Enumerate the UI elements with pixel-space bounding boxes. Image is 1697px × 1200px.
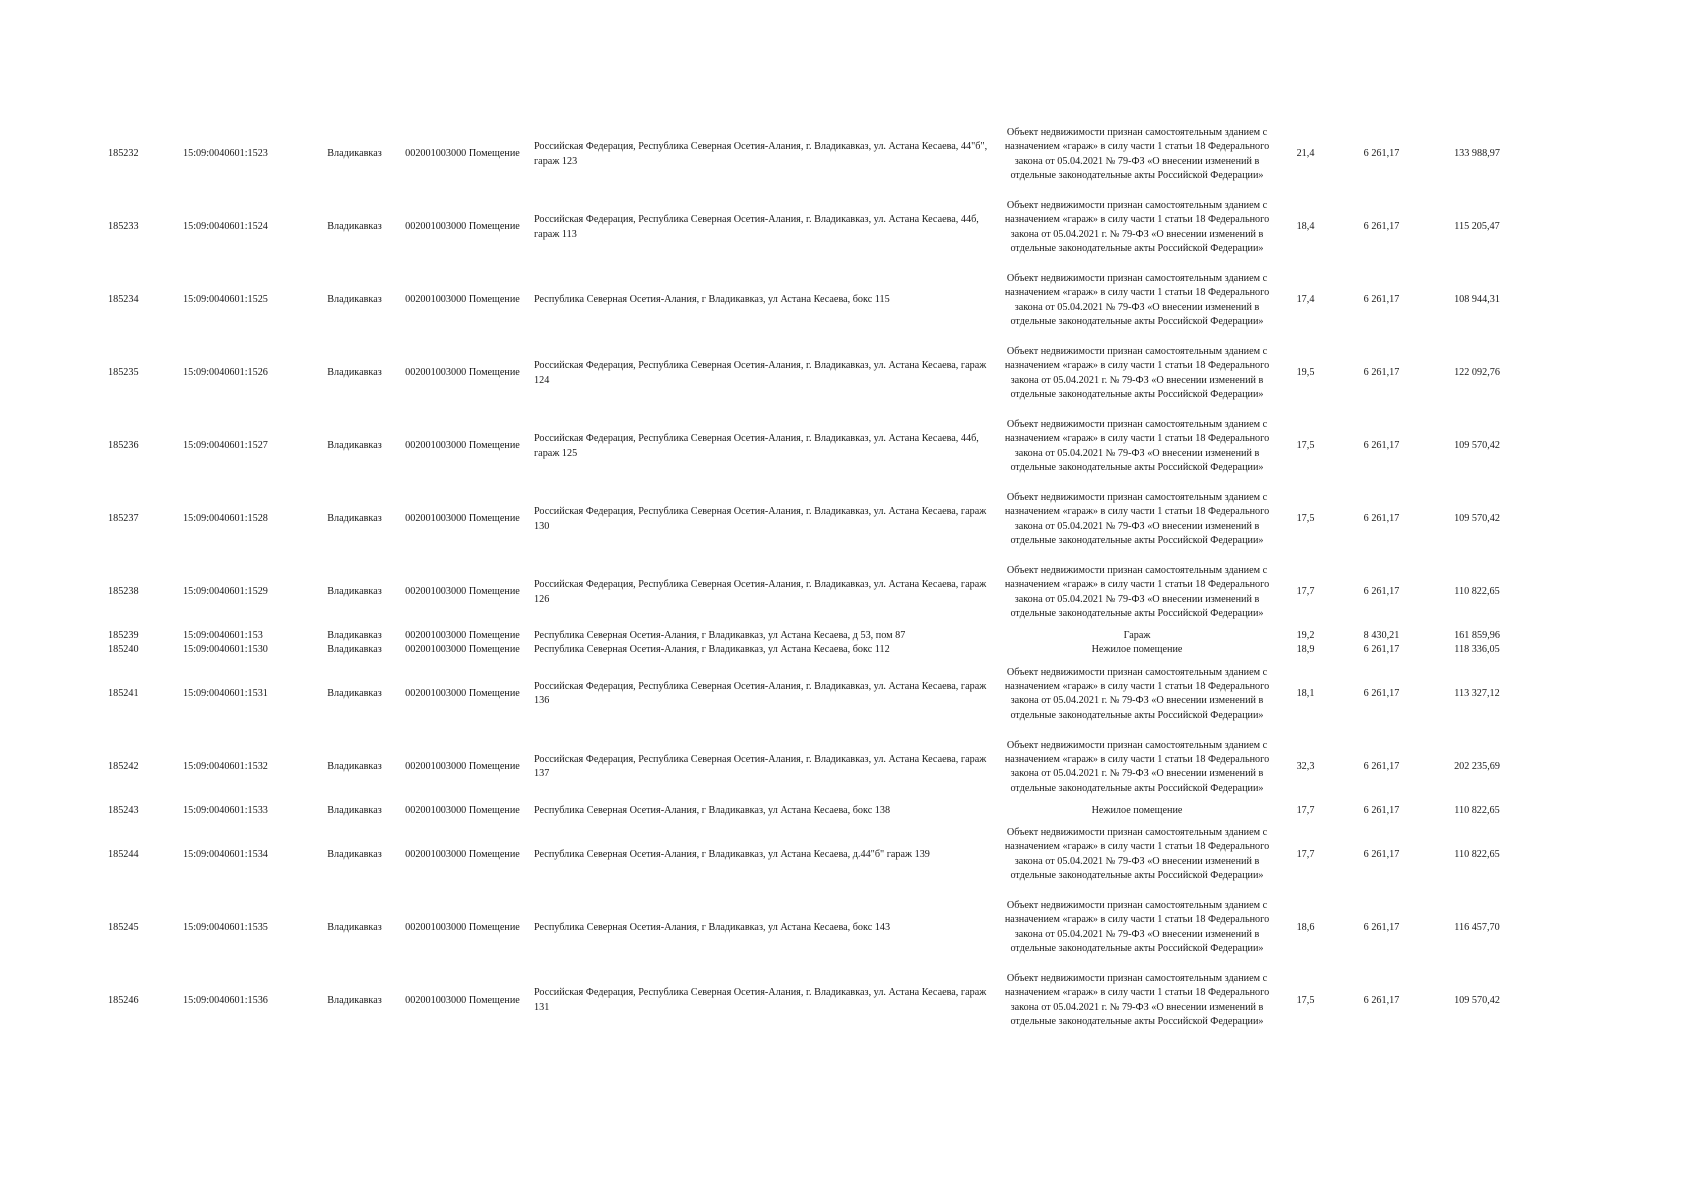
cadastral-number-cell: 15:09:0040601:1534 <box>183 848 268 860</box>
area-cell: 17,7 <box>1296 848 1315 860</box>
row-number-cell: 185243 <box>108 804 139 816</box>
row-number-cell: 185245 <box>108 921 139 933</box>
table-row <box>108 483 1525 556</box>
area-cell: 21,4 <box>1296 148 1315 160</box>
row-number-cell: 185232 <box>108 148 139 160</box>
cadastral-number-cell: 15:09:0040601:1527 <box>183 440 268 452</box>
table-row <box>108 264 1525 337</box>
table-row <box>108 118 1525 191</box>
cadastral-cost-cell: 108 944,31 <box>1454 294 1500 306</box>
object-type-cell: 002001003000 Помещение <box>405 921 520 933</box>
cadastral-cost-cell: 161 859,96 <box>1454 630 1500 641</box>
city-cell: Владикавказ <box>327 367 382 379</box>
table-row <box>108 191 1525 264</box>
note-cell: Объект недвижимости признан самостоятельным зданием с назначением «гараж» в силу части 1 статьи 18 Федерального закона от 05.04.2021 № 79-ФЗ «О внесении изменений в отдельные законодательные акты Российской Федерации» <box>1004 272 1270 327</box>
cadastral-number-cell: 15:09:0040601:1529 <box>183 586 268 598</box>
note-cell: Гараж <box>1123 630 1151 641</box>
note-cell: Нежилое помещение <box>1091 804 1183 816</box>
address-cell: Российская Федерация, Республика Северная Осетия-Алания, г. Владикавказ, ул. Астана Кесаева, гараж 124 <box>534 360 987 386</box>
area-cell: 32,3 <box>1296 761 1315 773</box>
cadastral-cost-cell: 118 336,05 <box>1454 644 1500 656</box>
address-cell: Российская Федерация, Республика Северная Осетия-Алания, г. Владикавказ, ул. Астана Кесаева, 44"б", гараж 123 <box>534 141 988 167</box>
note-cell: Объект недвижимости признан самостоятельным зданием с назначением «гараж» в силу части 1 статьи 18 Федерального закона от 05.04.2021 г. № 79-ФЗ «О внесении изменений в отдельные законодательные акты Российской Федерации» <box>1004 739 1270 794</box>
cadastral-cost-cell: 113 327,12 <box>1454 688 1500 700</box>
object-type-cell: 002001003000 Помещение <box>405 148 520 160</box>
row-number-cell: 185244 <box>108 848 139 860</box>
area-cell: 17,7 <box>1296 586 1315 598</box>
address-cell: Республика Северная Осетия-Алания, г Владикавказ, ул Астана Кесаева, бокс 115 <box>534 294 890 306</box>
object-type-cell: 002001003000 Помещение <box>405 586 520 598</box>
city-cell: Владикавказ <box>327 644 382 656</box>
area-cell: 17,4 <box>1296 294 1315 306</box>
table-row <box>108 337 1525 410</box>
table-row <box>108 410 1525 483</box>
object-type-cell: 002001003000 Помещение <box>405 294 520 306</box>
address-cell: Российская Федерация, Республика Северная Осетия-Алания, г. Владикавказ, ул. Астана Кесаева, гараж 130 <box>534 506 987 532</box>
specific-cost-cell: 6 261,17 <box>1363 644 1400 656</box>
specific-cost-cell: 6 261,17 <box>1363 688 1400 700</box>
area-cell: 18,9 <box>1296 644 1315 656</box>
row-number-cell: 185233 <box>108 221 139 233</box>
row-number-cell: 185242 <box>108 761 139 773</box>
cadastral-cost-cell: 115 205,47 <box>1454 221 1500 233</box>
cadastral-number-cell: 15:09:0040601:153 <box>183 630 263 641</box>
note-cell: Объект недвижимости признан самостоятельным зданием с назначением «гараж» в силу части 1 статьи 18 Федерального закона от 05.04.2021 г. № 79-ФЗ «О внесении изменений в отдельные законодательные акты Российской Федерации» <box>1004 199 1270 254</box>
registry-table <box>108 118 1525 1037</box>
note-cell: Объект недвижимости признан самостоятельным зданием с назначением «гараж» в силу части 1 статьи 18 Федерального закона от 05.04.2021 № 79-ФЗ «О внесении изменений в отдельные законодательные акты Российской Федерации» <box>1004 418 1270 473</box>
cadastral-cost-cell: 202 235,69 <box>1454 761 1500 773</box>
area-cell: 19,2 <box>1296 630 1315 641</box>
city-cell: Владикавказ <box>327 804 382 816</box>
area-cell: 18,6 <box>1296 921 1315 933</box>
row-number-cell: 185237 <box>108 513 139 525</box>
city-cell: Владикавказ <box>327 630 382 641</box>
object-type-cell: 002001003000 Помещение <box>405 804 520 816</box>
note-cell: Объект недвижимости признан самостоятельным зданием с назначением «гараж» в силу части 1 статьи 18 Федерального закона от 05.04.2021 № 79-ФЗ «О внесении изменений в отдельные законодательные акты Российской Федерации» <box>1004 826 1270 882</box>
address-cell: Республика Северная Осетия-Алания, г Владикавказ, ул Астана Кесаева, бокс 138 <box>534 804 891 816</box>
specific-cost-cell: 6 261,17 <box>1363 921 1400 933</box>
cadastral-cost-cell: 109 570,42 <box>1454 994 1500 1006</box>
object-type-cell: 002001003000 Помещение <box>405 644 520 656</box>
address-cell: Российская Федерация, Республика Северная Осетия-Алания, г. Владикавказ, ул. Астана Кесаева, 44б, гараж 113 <box>534 214 979 240</box>
object-type-cell: 002001003000 Помещение <box>405 367 520 379</box>
row-number-cell: 185234 <box>108 294 139 306</box>
city-cell: Владикавказ <box>327 294 382 306</box>
note-cell: Объект недвижимости признан самостоятельным зданием с назначением «гараж» в силу части 1 статьи 18 Федерального закона от 05.04.2021 № 79-ФЗ «О внесении изменений в отдельные законодательные акты Российской Федерации» <box>1004 491 1270 546</box>
address-cell: Российская Федерация, Республика Северная Осетия-Алания, г. Владикавказ, ул. Астана Кесаева, 44б, гараж 125 <box>534 433 979 459</box>
city-cell: Владикавказ <box>327 848 382 860</box>
address-cell: Российская Федерация, Республика Северная Осетия-Алания, г. Владикавказ, ул. Астана Кесаева, гараж 136 <box>534 680 987 707</box>
table-row <box>108 731 1525 804</box>
note-cell: Объект недвижимости признан самостоятельным зданием с назначением «гараж» в силу части 1 статьи 18 Федерального закона от 05.04.2021 г. № 79-ФЗ «О внесении изменений в отдельные законодательные акты Российской Федерации» <box>1004 345 1270 400</box>
table-row <box>108 891 1525 964</box>
city-cell: Владикавказ <box>327 221 382 233</box>
specific-cost-cell: 6 261,17 <box>1363 848 1400 860</box>
cadastral-cost-cell: 110 822,65 <box>1454 804 1500 816</box>
area-cell: 17,5 <box>1296 994 1315 1006</box>
area-cell: 17,7 <box>1296 804 1315 816</box>
area-cell: 17,5 <box>1296 440 1315 452</box>
specific-cost-cell: 6 261,17 <box>1363 221 1400 233</box>
cadastral-cost-cell: 109 570,42 <box>1454 440 1500 452</box>
cadastral-number-cell: 15:09:0040601:1523 <box>183 148 268 160</box>
note-cell: Нежилое помещение <box>1091 644 1183 656</box>
note-cell: Объект недвижимости признан самостоятельным зданием с назначением «гараж» в силу части 1 статьи 18 Федерального закона от 05.04.2021 № 79-ФЗ «О внесении изменений в отдельные законодательные акты Российской Федерации» <box>1004 126 1270 181</box>
cadastral-cost-cell: 110 822,65 <box>1454 848 1500 860</box>
specific-cost-cell: 6 261,17 <box>1363 440 1400 452</box>
table-row <box>108 629 1525 643</box>
cadastral-number-cell: 15:09:0040601:1525 <box>183 294 268 306</box>
cadastral-number-cell: 15:09:0040601:1535 <box>183 921 268 933</box>
cadastral-number-cell: 15:09:0040601:1528 <box>183 513 268 525</box>
cadastral-cost-cell: 110 822,65 <box>1454 586 1500 598</box>
city-cell: Владикавказ <box>327 921 382 933</box>
city-cell: Владикавказ <box>327 586 382 598</box>
cadastral-number-cell: 15:09:0040601:1524 <box>183 221 268 233</box>
object-type-cell: 002001003000 Помещение <box>405 513 520 525</box>
address-cell: Республика Северная Осетия-Алания, г Владикавказ, ул Астана Кесаева, д 53, пом 87 <box>534 630 906 641</box>
city-cell: Владикавказ <box>327 688 382 700</box>
object-type-cell: 002001003000 Помещение <box>405 994 520 1006</box>
address-cell: Российская Федерация, Республика Северная Осетия-Алания, г. Владикавказ, ул. Астана Кесаева, гараж 131 <box>534 987 987 1013</box>
city-cell: Владикавказ <box>327 440 382 452</box>
note-cell: Объект недвижимости признан самостоятельным зданием с назначением «гараж» в силу части 1 статьи 18 Федерального закона от 05.04.2021 г. № 79-ФЗ «О внесении изменений в отдельные законодательные акты Российской Федерации» <box>1004 666 1270 721</box>
cadastral-number-cell: 15:09:0040601:1532 <box>183 761 268 773</box>
city-cell: Владикавказ <box>327 148 382 160</box>
specific-cost-cell: 6 261,17 <box>1363 994 1400 1006</box>
row-number-cell: 185240 <box>108 644 139 656</box>
note-cell: Объект недвижимости признан самостоятельным зданием с назначением «гараж» в силу части 1 статьи 18 Федерального закона от 05.04.2021 № 79-ФЗ «О внесении изменений в отдельные законодательные акты Российской Федерации» <box>1004 564 1270 619</box>
address-cell: Республика Северная Осетия-Алания, г Владикавказ, ул Астана Кесаева, д.44"б" гараж 139 <box>534 848 930 860</box>
specific-cost-cell: 6 261,17 <box>1363 148 1400 160</box>
city-cell: Владикавказ <box>327 761 382 773</box>
cadastral-cost-cell: 133 988,97 <box>1454 148 1500 160</box>
object-type-cell: 002001003000 Помещение <box>405 221 520 233</box>
city-cell: Владикавказ <box>327 994 382 1006</box>
row-number-cell: 185239 <box>108 630 139 641</box>
object-type-cell: 002001003000 Помещение <box>405 630 520 641</box>
address-cell: Республика Северная Осетия-Алания, г Владикавказ, ул Астана Кесаева, бокс 112 <box>534 644 890 656</box>
note-cell: Объект недвижимости признан самостоятельным зданием с назначением «гараж» в силу части 1 статьи 18 Федерального закона от 05.04.2021 г. № 79-ФЗ «О внесении изменений в отдельные законодательные акты Российской Федерации» <box>1004 972 1270 1028</box>
specific-cost-cell: 6 261,17 <box>1363 294 1400 306</box>
address-cell: Российская Федерация, Республика Северная Осетия-Алания, г. Владикавказ, ул. Астана Кесаева, гараж 137 <box>534 753 987 780</box>
cadastral-number-cell: 15:09:0040601:1531 <box>183 688 268 700</box>
cadastral-number-cell: 15:09:0040601:1530 <box>183 644 268 656</box>
specific-cost-cell: 8 430,21 <box>1363 630 1400 641</box>
row-number-cell: 185241 <box>108 688 139 700</box>
city-cell: Владикавказ <box>327 513 382 525</box>
specific-cost-cell: 6 261,17 <box>1363 804 1400 816</box>
row-number-cell: 185235 <box>108 367 139 379</box>
area-cell: 19,5 <box>1296 367 1315 379</box>
table-row <box>108 658 1525 731</box>
address-cell: Российская Федерация, Республика Северная Осетия-Алания, г. Владикавказ, ул. Астана Кесаева, гараж 126 <box>534 579 987 605</box>
cadastral-number-cell: 15:09:0040601:1533 <box>183 804 268 816</box>
row-number-cell: 185236 <box>108 440 139 452</box>
object-type-cell: 002001003000 Помещение <box>405 761 520 773</box>
object-type-cell: 002001003000 Помещение <box>405 848 520 860</box>
address-cell: Республика Северная Осетия-Алания, г Владикавказ, ул Астана Кесаева, бокс 143 <box>534 921 891 933</box>
specific-cost-cell: 6 261,17 <box>1363 586 1400 598</box>
cadastral-cost-cell: 116 457,70 <box>1454 921 1500 933</box>
table-row <box>108 964 1525 1037</box>
table-row <box>108 804 1525 818</box>
table-row <box>108 643 1525 657</box>
specific-cost-cell: 6 261,17 <box>1363 761 1400 773</box>
area-cell: 18,4 <box>1296 221 1315 233</box>
object-type-cell: 002001003000 Помещение <box>405 688 520 700</box>
cadastral-number-cell: 15:09:0040601:1536 <box>183 994 268 1006</box>
cadastral-cost-cell: 122 092,76 <box>1454 367 1500 379</box>
cadastral-number-cell: 15:09:0040601:1526 <box>183 367 268 379</box>
table-row <box>108 818 1525 891</box>
area-cell: 18,1 <box>1296 688 1315 700</box>
specific-cost-cell: 6 261,17 <box>1363 513 1400 525</box>
specific-cost-cell: 6 261,17 <box>1363 367 1400 379</box>
note-cell: Объект недвижимости признан самостоятельным зданием с назначением «гараж» в силу части 1 статьи 18 Федерального закона от 05.04.2021 № 79-ФЗ «О внесении изменений в отдельные законодательные акты Российской Федерации» <box>1004 899 1270 955</box>
registry-rows <box>108 118 1525 1037</box>
row-number-cell: 185238 <box>108 586 139 598</box>
area-cell: 17,5 <box>1296 513 1315 525</box>
row-number-cell: 185246 <box>108 994 139 1006</box>
table-row <box>108 556 1525 629</box>
object-type-cell: 002001003000 Помещение <box>405 440 520 452</box>
cadastral-cost-cell: 109 570,42 <box>1454 513 1500 525</box>
